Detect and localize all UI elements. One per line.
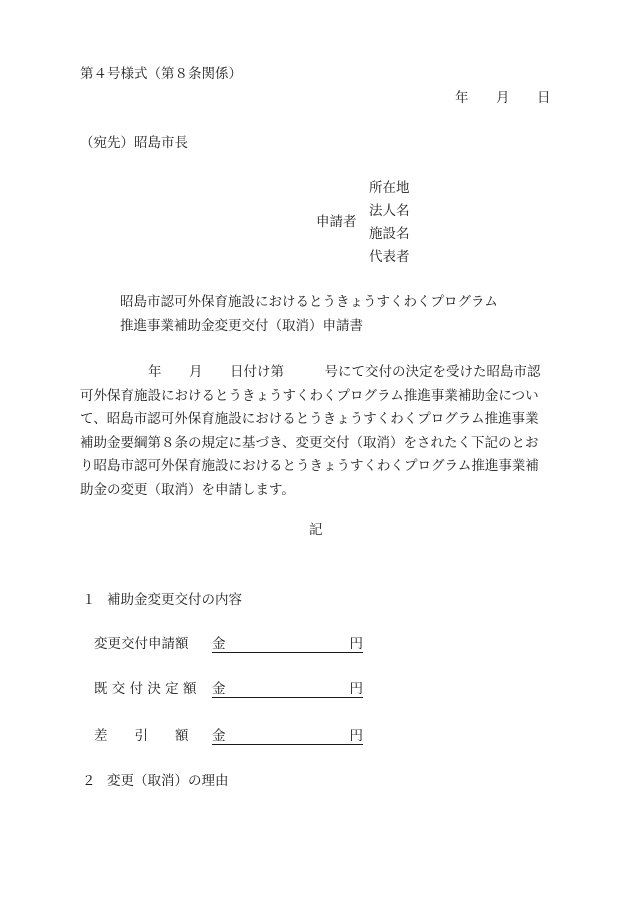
ki-mark: 記 [309,522,323,538]
row-label-difference: 差 引 額 [94,728,189,744]
form-number: 第４号様式（第８条関係） [80,66,242,82]
applicant-field-corporation: 法人名 [369,203,410,219]
body-paragraph [80,361,550,502]
title-line: 昭島市認可外保育施設におけるとうきょうすくわくプログラム [120,294,498,310]
date-month: 月 [496,90,510,106]
amount-suffix: 円 [349,728,363,744]
amount-suffix: 円 [349,681,363,697]
body-line [80,361,550,385]
amount-suffix: 円 [349,636,363,652]
applicant-field-address: 所在地 [369,180,410,196]
body-line: り昭島市認可外保育施設におけるとうきょうすくわくプログラム推進事業補 [80,458,539,474]
body-month: 月 [189,364,203,380]
row-label-decided-amount: 既 交 付 決 定 額 [94,681,197,697]
amount-prefix: 金 [212,728,226,744]
title-line: 推進事業補助金変更交付（取消）申請書 [120,318,363,334]
body-year: 年 [148,364,162,380]
amount-prefix: 金 [212,636,226,652]
applicant-label: 申請者 [316,214,357,230]
applicant-field-facility: 施設名 [369,226,410,242]
section-1-number: １ [82,592,96,608]
applicant-field-representative: 代表者 [369,249,410,265]
row-label-change-amount: 変更交付申請額 [94,636,189,652]
body-line: 助金の変更（取消）を申請します。 [80,481,295,498]
body-line: て、昭島市認可外保育施設におけるとうきょうすくわくプログラム推進事業 [80,411,539,427]
body-first-rest: 日付け第 号にて交付の決定を受けた昭島市認 [230,364,541,380]
body-line: 可外保育施設におけるとうきょうすくわくプログラム推進事業補助金につい [80,387,539,404]
amount-line-decided [212,683,363,698]
amount-line-difference [212,730,363,745]
amount-prefix: 金 [212,681,226,697]
body-line: 補助金要綱第８条の規定に基づき、変更交付（取消）をされたく下記のとお [80,434,539,451]
date-day: 日 [537,90,551,106]
section-1-heading: 補助金変更交付の内容 [107,592,242,608]
addressee: （宛先）昭島市長 [80,135,188,151]
amount-line-change [212,638,363,653]
section-2-heading: 変更（取消）の理由 [107,773,229,789]
section-2-number: ２ [82,773,96,789]
date-year: 年 [455,90,469,106]
